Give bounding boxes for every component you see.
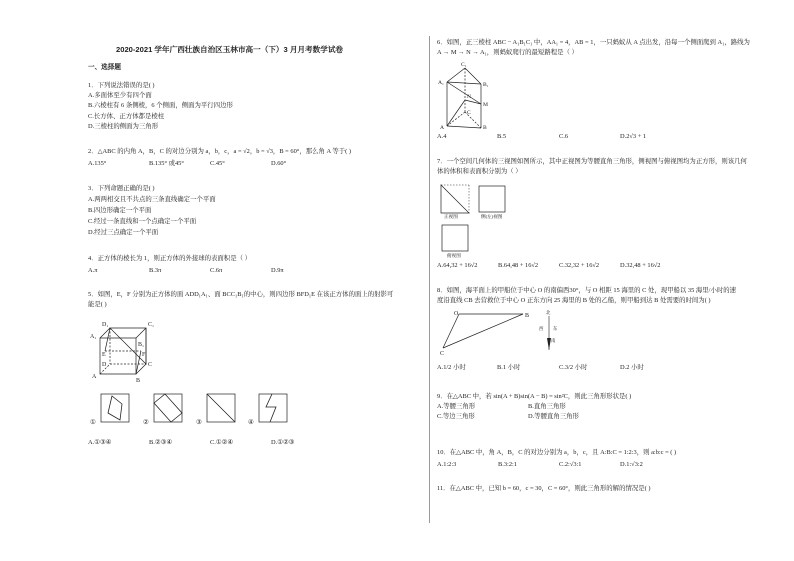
q2-stem: 2．△ABC 的内角 A，B，C 的对边分别为 a，b，c，a = √2，b = √3，B = 60°，那么角 A 等于( ) xyxy=(88,148,351,155)
q10-stem: 10．在△ABC 中，角 A，B，C 的对边分别为 a，b，c，且 A:B:C = 1:2:3，则 a:b:c = ( ) xyxy=(437,449,677,456)
q7-option-b: B.64,48 + 16√2 xyxy=(498,262,539,269)
q10-option-a: A.1:2:3 xyxy=(437,461,457,468)
q2-option-c: C.45° xyxy=(210,160,225,167)
q8-navigation-figure xyxy=(437,308,537,358)
prism-label-c1: C₁ xyxy=(461,62,467,68)
cube-label-b: B xyxy=(136,378,141,384)
cube-label-c1: C₁ xyxy=(148,322,155,328)
q9-option-d: D.等腰直角三角形 xyxy=(528,413,579,420)
q7-label-front: 正视图 xyxy=(444,214,458,219)
q6-option-b: B.5 xyxy=(497,133,507,140)
q9-option-a: A.等腰三角形 xyxy=(437,403,476,410)
q6-option-d: D.2√3 + 1 xyxy=(620,133,647,140)
q8-option-c: C.3/2 小时 xyxy=(559,364,588,371)
q8-option-a: A.1/2 小时 xyxy=(437,364,466,371)
q3-option-c: C.经过一条直线和一个点确定一个平面 xyxy=(88,218,197,225)
q5-option-b: B.②③④ xyxy=(149,439,173,446)
q1-option-b: B.六棱柱有 6 条侧棱，6 个侧面，侧面为平行四边形 xyxy=(88,102,233,109)
prism-label-b: B xyxy=(483,125,487,130)
compass-icon xyxy=(538,308,560,352)
q8-label-b: B xyxy=(525,313,530,319)
q2-option-a: A.135° xyxy=(88,160,107,167)
q5-option-a: A.①③④ xyxy=(88,439,112,446)
q5-cube-figure xyxy=(88,316,168,384)
prism-label-n: N xyxy=(467,94,472,100)
q8-option-d: D.2 小时 xyxy=(620,364,644,371)
q6-stem-line1: 6．如图，正三棱柱 ABC − A₁B₁C₁ 中，AA₁ = 4，AB = 1，一只蚂蚁从 A 点出发，沿每一个侧面爬到 A₁，路线为 xyxy=(437,39,750,46)
cube-label-a: A xyxy=(92,374,97,380)
q11-stem: 11．在△ABC 中，已知 b = 60，c = 30，C = 60°，则此三角形的解的情况是( ) xyxy=(437,485,651,492)
q8-stem-line2: 度沿直线 CB 去营救位于中心 O 正东方向 25 海里的 B 处的乙船，则甲船到达 B 处需要的时间为( ) xyxy=(437,297,711,304)
q7-side-view xyxy=(478,185,506,213)
q5-option-c: C.①②④ xyxy=(210,439,234,446)
q10-option-b: B.3:2:1 xyxy=(498,461,517,468)
exam-title: 2020-2021 学年广西壮族自治区玉林市高一（下）3 月月考数学试卷 xyxy=(116,45,344,54)
q7-label-side: 侧(左)视图 xyxy=(481,214,503,219)
q10-option-c: C.2:√3:1 xyxy=(559,461,582,468)
prism-label-a1: A₁ xyxy=(438,80,444,86)
q2-option-d: D.60° xyxy=(271,160,287,167)
cube-label-f: F xyxy=(142,352,146,358)
cube-label-e: E xyxy=(102,352,106,358)
q5-projection-1 xyxy=(100,393,130,423)
q3-option-b: B.四边形确定一个平面 xyxy=(88,207,152,214)
q4-option-b: B.3π xyxy=(149,267,162,274)
q3-option-a: A.两两相交且不共点的三条直线确定一个平面 xyxy=(88,196,216,203)
q6-stem-line2: A → M → N → A₁，则蚂蚁爬行的最短路程是（ ） xyxy=(437,49,578,56)
cube-label-d: D xyxy=(102,362,107,368)
column-divider xyxy=(429,36,430,523)
q1-option-a: A.多面体至少有四个面 xyxy=(88,92,152,99)
q1-option-c: C.长方体、正方体都是棱柱 xyxy=(88,113,165,120)
q9-stem: 9．在△ABC 中，若 sin(A + B)sin(A − B) = sin²C，则此三角形形状是( ) xyxy=(437,393,632,400)
q5-projection-4 xyxy=(258,393,288,423)
q5-stem-line2: 能是( ) xyxy=(88,301,107,308)
q7-stem-line1: 7．一个空间几何体的三视图如图所示，其中正视图为等腰直角三角形，侧视图与俯视图均为正方形，则该几何 xyxy=(437,158,747,165)
compass-north: 北 xyxy=(546,310,551,315)
q3-option-d: D.经过三点确定一个平面 xyxy=(88,229,159,236)
q7-top-view xyxy=(441,224,469,252)
cube-label-b1: B₁ xyxy=(138,342,145,348)
q6-option-a: A.4 xyxy=(437,133,447,140)
q3-stem: 3．下列命题正确的是( ) xyxy=(88,185,155,192)
q5-projection-3 xyxy=(206,393,236,423)
q7-option-d: D.32,48 + 16√2 xyxy=(620,262,661,269)
q4-option-c: C.6π xyxy=(210,267,223,274)
q8-label-c: C xyxy=(440,351,445,357)
section-heading: 一、选择题 xyxy=(88,64,121,71)
q8-label-o: O xyxy=(454,311,459,317)
q6-option-c: C.6 xyxy=(559,133,569,140)
q4-stem: 4．正方体的棱长为 1，则正方体的外接球的表面积是（ ） xyxy=(88,255,251,262)
q5-label-3: ③ xyxy=(196,419,202,426)
prism-label-a: A xyxy=(440,125,445,130)
cube-label-c: C xyxy=(148,362,153,368)
q1-option-d: D.三棱柱的侧面为三角形 xyxy=(88,123,159,130)
q4-option-d: D.9π xyxy=(271,267,284,274)
q7-front-view xyxy=(437,183,471,217)
q1-stem: 1．下列说法错误的是( ) xyxy=(88,82,155,89)
q5-label-1: ① xyxy=(90,419,96,426)
q5-projection-2 xyxy=(153,393,183,423)
q9-option-c: C.等边三角形 xyxy=(437,413,475,420)
q8-stem-line1: 8．如图，海平面上的甲船位于中心 O 的南偏西30°，与 O 相距 15 海里的 C 处，现甲船以 35 海里/小时的速 xyxy=(437,287,737,294)
q6-prism-figure xyxy=(437,60,497,130)
cube-label-d1: D₁ xyxy=(102,322,109,328)
q4-option-a: A.π xyxy=(88,267,98,274)
q5-label-4: ④ xyxy=(248,419,254,426)
prism-label-m: M xyxy=(483,102,488,108)
q5-label-2: ② xyxy=(143,419,149,426)
prism-label-c: C xyxy=(467,110,471,116)
compass-south: 南 xyxy=(551,338,556,343)
prism-label-b1: B₁ xyxy=(483,82,489,88)
q7-label-top: 俯视图 xyxy=(447,253,461,258)
q5-stem-line1: 5．如图，E，F 分别为正方体的面 ADD₁A₁、面 BCC₁B₁的中心，则四边形 BFD₁E 在该正方体的面上的射影可 xyxy=(88,291,394,298)
q10-option-d: D.1:√3:2 xyxy=(620,461,643,468)
compass-west: 西 xyxy=(539,326,544,331)
q7-option-c: C.32,32 + 16√2 xyxy=(559,262,600,269)
q8-option-b: B.1 小时 xyxy=(497,364,521,371)
q7-option-a: A.64,32 + 16√2 xyxy=(437,262,478,269)
q9-option-b: B.直角三角形 xyxy=(528,403,566,410)
q2-option-b: B.135° 或45° xyxy=(149,160,184,167)
compass-east: 东 xyxy=(553,326,558,331)
cube-label-a1: A₁ xyxy=(90,334,97,340)
q7-stem-line2: 体的体积和表面积分别为（ ） xyxy=(437,168,522,175)
q5-option-d: D.①②③ xyxy=(271,439,295,446)
